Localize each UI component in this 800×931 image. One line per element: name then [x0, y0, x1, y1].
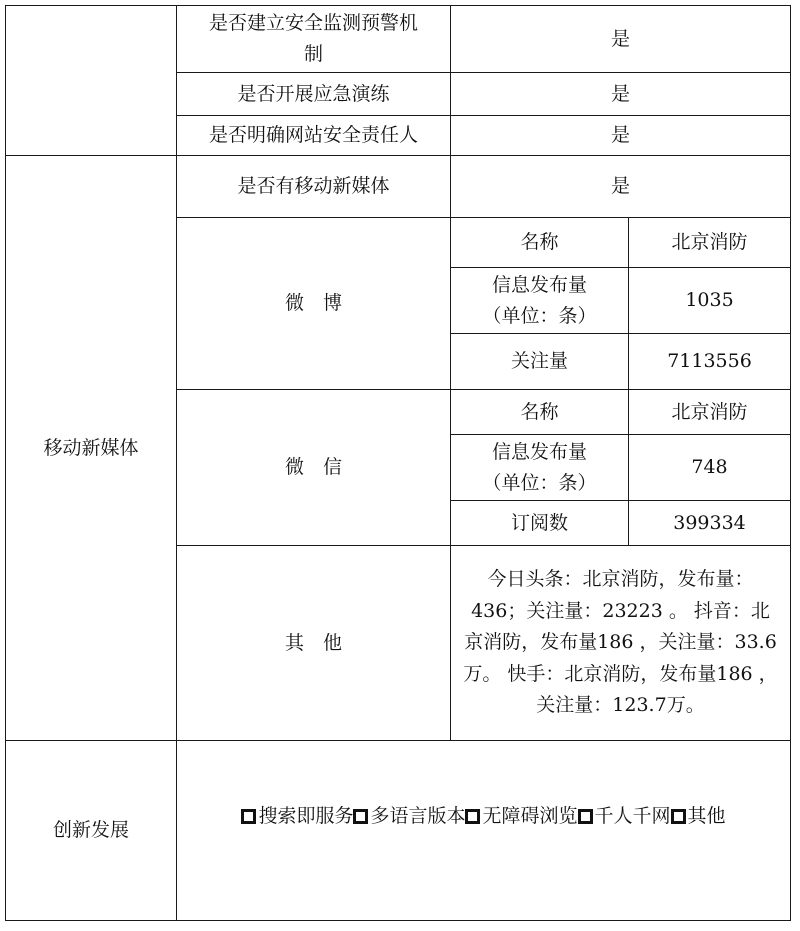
new-media-section-label: 移动新媒体 — [43, 436, 139, 459]
wechat-name-value: 北京消防 — [671, 400, 748, 423]
weibo-posts-label: 信息发布量（单位：条） — [482, 273, 597, 327]
innovation-options — [177, 741, 790, 891]
option-other[interactable] — [671, 801, 726, 832]
weibo-name-value: 北京消防 — [671, 231, 748, 253]
option-search-service[interactable] — [241, 801, 353, 832]
wechat-posts-value: 748 — [691, 456, 728, 478]
checkbox-icon[interactable] — [241, 809, 256, 824]
drill-value: 是 — [610, 82, 630, 105]
option-multilingual[interactable] — [353, 801, 465, 832]
innovation-section-label: 创新发展 — [52, 819, 129, 841]
option-label: 千人千网 — [594, 804, 671, 827]
weibo-followers-value: 7113556 — [667, 350, 752, 372]
wechat-subscribers-value: 399334 — [673, 511, 746, 534]
checkbox-icon[interactable] — [578, 809, 593, 824]
checkbox-icon[interactable] — [465, 809, 480, 824]
monitoring-label: 是否建立安全监测预警机制 — [208, 12, 418, 65]
responsible-label: 是否明确网站安全责任人 — [208, 124, 418, 146]
has-media-label: 是否有移动新媒体 — [237, 175, 390, 197]
grid-line — [790, 5, 791, 921]
other-platforms-text: 今日头条：北京消防，发布量：436；关注量：23223 。 抖音：北京消防，发布量186 ，关注量：33.6万。 快手：北京消防，发布量186 ，关注量：123.7万。 — [463, 568, 778, 717]
other-label: 其 他 — [284, 631, 342, 654]
wechat-subscribers-label: 订阅数 — [510, 511, 568, 534]
option-label: 搜索即服务 — [258, 804, 354, 827]
option-label: 多语言版本 — [370, 804, 466, 827]
checkbox-icon[interactable] — [353, 809, 368, 824]
responsible-value: 是 — [610, 124, 630, 146]
drill-label: 是否开展应急演练 — [237, 82, 390, 105]
option-label: 其他 — [687, 804, 726, 827]
checkbox-icon[interactable] — [671, 809, 686, 824]
wechat-posts-label: 信息发布量（单位：条） — [482, 440, 597, 494]
weibo-label: 微 博 — [284, 292, 342, 314]
weibo-posts-value: 1035 — [685, 289, 734, 311]
has-media-value: 是 — [610, 175, 630, 197]
option-accessibility[interactable] — [465, 801, 577, 832]
grid-line — [5, 920, 790, 921]
wechat-name-label: 名称 — [520, 400, 559, 423]
weibo-followers-label: 关注量 — [510, 350, 568, 372]
weibo-name-label: 名称 — [520, 231, 559, 253]
wechat-label: 微 信 — [284, 456, 342, 478]
option-personalized[interactable] — [578, 801, 671, 832]
option-label: 无障碍浏览 — [482, 804, 578, 827]
monitoring-value: 是 — [610, 27, 630, 50]
